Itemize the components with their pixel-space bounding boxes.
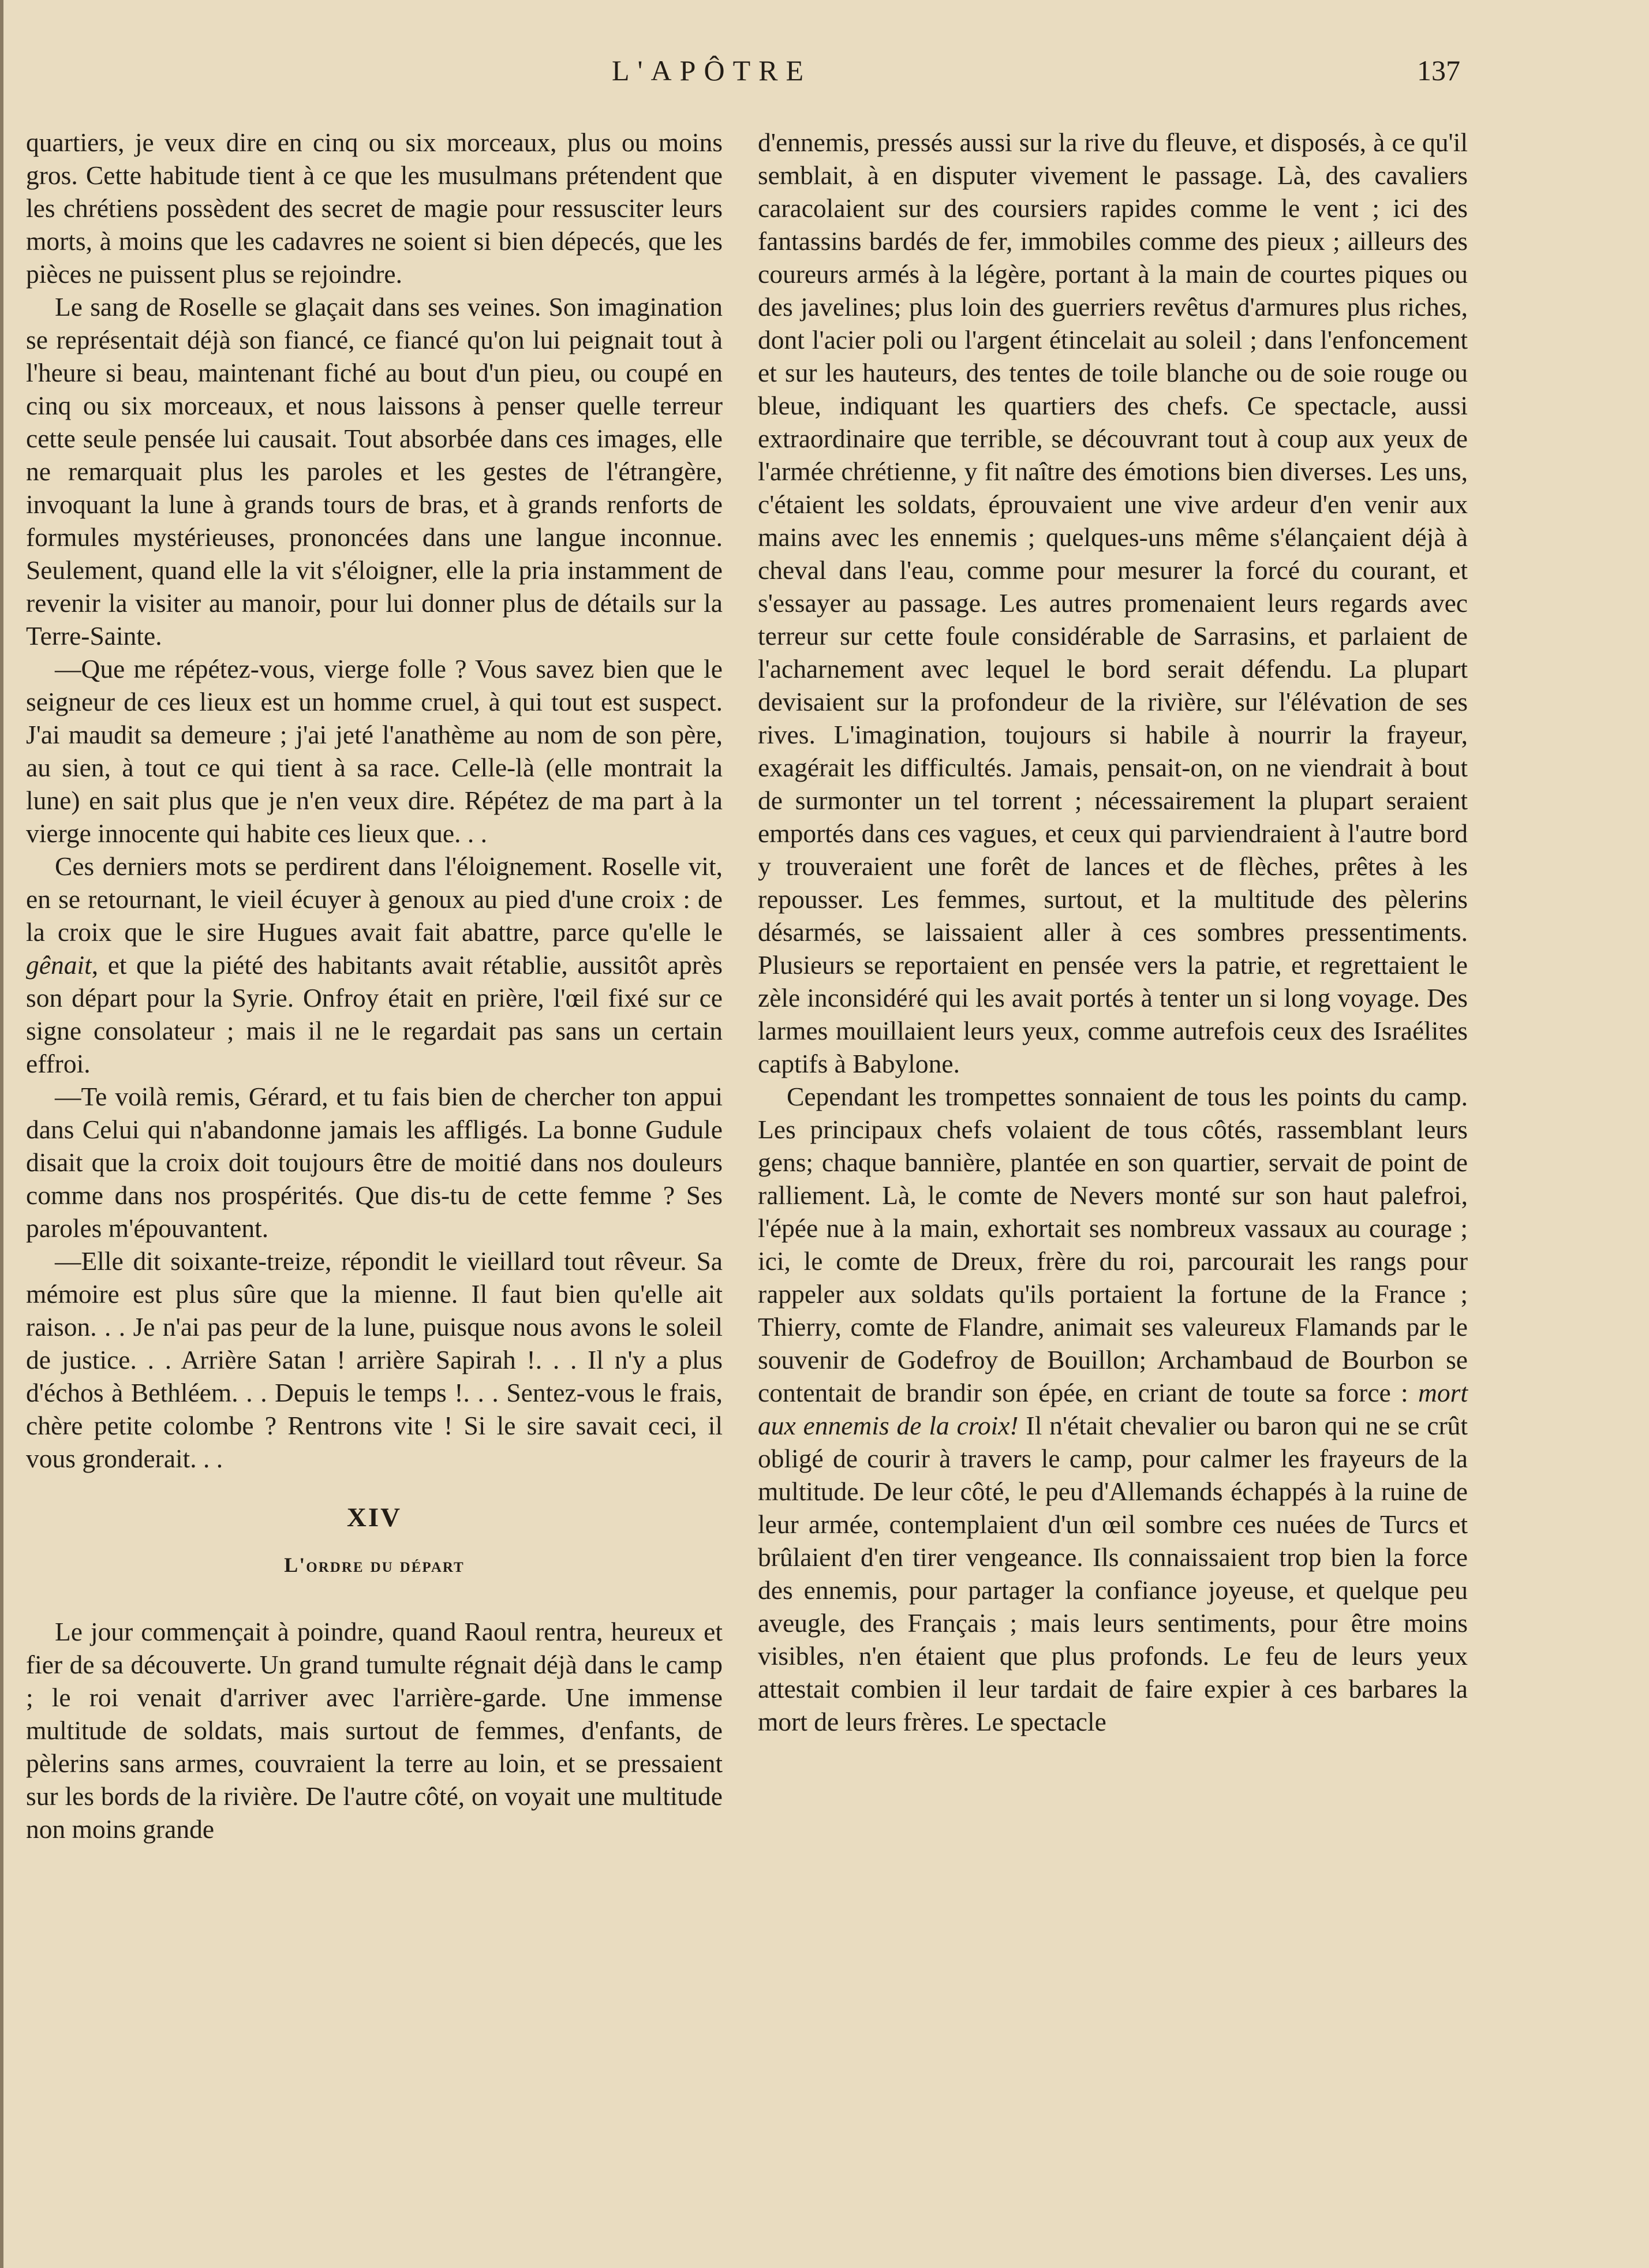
paragraph: —Te voilà remis, Gérard, et tu fais bien de chercher ton appui dans Celui qui n'abandonne jamais les affligés. La bonne Gudule disait que la croix doit toujours être de moitié dans nos douleurs comme dans nos prospérités. Que dis-tu de cette femme ? Ses paroles m'épouvantent. bbox=[26, 1082, 723, 1243]
chapter-number: XIV bbox=[346, 1503, 402, 1533]
paragraph-text: Ces derniers mots se perdirent dans l'éloignement. Roselle vit, en se retournant, le vieil écuyer à genoux au pied d'une croix : de la croix que le sire Hugues avait fait abattre, parce qu'elle le bbox=[26, 851, 723, 947]
page-number: 137 bbox=[1417, 54, 1460, 87]
paragraph: —Elle dit soixante-treize, répondit le vieillard tout rêveur. Sa mémoire est plus sûre que la mienne. Il faut bien qu'elle ait raison. . . Je n'ai pas peur de la lune, puisque nous avons le soleil de justice. . . Arrière Satan ! arrière Sapirah !. . . Il n'y a plus d'échos à Bethléem. . . Depuis le temps !. . . Sentez-vous le frais, chère petite colombe ? Rentrons vite ! Si le sire savait ceci, il vous gronderait. . . bbox=[26, 1246, 723, 1473]
page-binding-edge bbox=[0, 0, 3, 2268]
paragraph: —Que me répétez-vous, vierge folle ? Vous savez bien que le seigneur de ces lieux est un homme cruel, à qui tout est suspect. J'ai maudit sa demeure ; j'ai jeté l'anathème au nom de son père, au sien, à tout ce qui tient à sa race. Celle-là (elle montrait la lune) en sait plus que je n'en veux dire. Répétez de ma part à la vierge innocente qui habite ces lieux que. . . bbox=[26, 654, 723, 848]
paragraph bbox=[26, 850, 723, 1080]
paragraph: Le sang de Roselle se glaçait dans ses veines. Son imagination se représentait déjà son fiancé, ce fiancé qu'on lui peignait tout à l'heure si beau, maintenant fiché au bout d'un pieu, ou coupé en cinq ou six morceaux, et nous laissons à penser quelle terreur cette seule pensée lui causait. Tout absorbée dans ces images, elle ne remarquait plus les paroles et les gestes de l'étrangère, invoquant la lune à grands tours de bras, et à grands renforts de formules mystérieuses, prononcées dans une langue inconnue. Seulement, quand elle la vit s'éloigner, elle la pria instamment de revenir la visiter au manoir, pour lui donner plus de détails sur la Terre-Sainte. bbox=[26, 292, 723, 651]
right-text-column bbox=[758, 126, 1468, 1738]
paragraph-text: Cependant les trompettes sonnaient de tous les points du camp. Les principaux chefs volaient de tous côtés, rassemblant leurs gens; chaque bannière, plantée en son quartier, servait de point de ralliement. Là, le comte de Nevers monté sur son haut palefroi, l'épée nue à la main, exhortait ses nombreux vassaux au courage ; ici, le comte de Dreux, frère du roi, parcourait les rangs pour rappeler aux soldats qu'ils portaient la fortune de la France ; Thierry, comte de Flandre, animait ses valeureux Flamands par le souvenir de Godefroy de Bouillon; Archambaud de Bourbon se contentait de brandir son épée, en criant de toute sa force : bbox=[758, 1082, 1468, 1407]
paragraph bbox=[758, 1080, 1468, 1738]
italic-quote: mort aux ennemis de la croix! bbox=[758, 1378, 1468, 1440]
paragraph: d'ennemis, pressés aussi sur la rive du fleuve, et disposés, à ce qu'il semblait, à en disputer vivement le passage. Là, des cavaliers caracolaient sur des coursiers rapides comme le vent ; ici des fantassins bardés de fer, immobiles comme des pieux ; ailleurs des coureurs armés à la légère, portant à la main de courtes piques ou des javelines; plus loin des guerriers revêtus d'armures plus riches, dont l'acier poli ou l'argent étincelait au soleil ; dans l'enfoncement et sur les hauteurs, des tentes de toile blanche ou de soie rouge ou bleue, indiquant les quartiers des chefs. Ce spectacle, aussi extraordinaire que terrible, se découvrant tout à coup aux yeux de l'armée chrétienne, y fit naître des émotions bien diverses. Les uns, c'étaient les soldats, éprouvaient une vive ardeur d'en venir aux mains avec les ennemis ; quelques-uns même s'élançaient déjà à cheval dans l'eau, comme pour mesurer la forcé du courant, et s'essayer au passage. Les autres promenaient leurs regards avec terreur sur cette foule considérable de Sarrasins, et parlaient de l'acharnement avec lequel le bord serait défendu. La plupart devisaient sur la profondeur de la rivière, sur l'élévation de ses rives. L'imagination, toujours si habile à nourrir la frayeur, exagérait les difficultés. Jamais, pensait-on, on ne viendrait à bout de surmonter un tel torrent ; nécessairement la plupart seraient emportés dans ces vagues, et ceux qui parviendraient à l'autre bord y trouveraient une forêt de lances et de flèches, prêtes à les repousser. Les femmes, surtout, et la multitude des pèlerins désarmés, se laissaient aller à ces sombres pressentiments. Plusieurs se reportaient en pensée vers la patrie, et regrettaient le zèle inconsidéré qui les avait portés à tenter un si long voyage. Des larmes mouillaient leurs yeux, comme autrefois ceux des Israélites captifs à Babylone. bbox=[758, 128, 1468, 1078]
chapter-title: L'ordre du départ bbox=[284, 1553, 465, 1576]
paragraph-text: Il n'était chevalier ou baron qui ne se crût obligé de courir à travers le camp, pour calmer les frayeurs de la multitude. De leur côté, le peu d'Allemands échappés à la ruine de leur armée, contemplaient d'un œil sombre ces nuées de Turcs et brûlaient d'en tirer vengeance. Ils connaissaient trop bien la force des ennemis, pour partager la confiance joyeuse, et quelque peu aveugle, des Français ; mais leurs sentiments, pour être moins visibles, n'en étaient que plus profonds. Le feu de leurs yeux attestait combien il leur tardait de faire expier à ces barbares la mort de leurs frères. Le spectacle bbox=[758, 1411, 1468, 1736]
paragraph: Le jour commençait à poindre, quand Raoul rentra, heureux et fier de sa découverte. Un grand tumulte régnait déjà dans le camp ; le roi venait d'arriver avec l'arrière-garde. Une immense multitude de soldats, mais surtout de femmes, d'enfants, de pèlerins sans armes, couvraient la terre au loin, et se pressaient sur les bords de la rivière. De l'autre côté, on voyait une multitude non moins grande bbox=[26, 1617, 723, 1844]
running-title: L'APÔTRE bbox=[612, 54, 812, 87]
italic-word: gênait bbox=[26, 950, 92, 980]
paragraph: quartiers, je veux dire en cinq ou six morceaux, plus ou moins gros. Cette habitude tient à ce que les musulmans prétendent que les chrétiens possèdent des secret de magie pour ressusciter leurs morts, à moins que les cadavres ne soient si bien dépecés, que les pièces ne puissent plus se rejoindre. bbox=[26, 128, 723, 289]
left-text-column bbox=[26, 126, 723, 1845]
paragraph-text: , et que la piété des habitants avait rétablie, aussitôt après son départ pour la Syrie. Onfroy était en prière, l'œil fixé sur ce signe consolateur ; mais il ne le regardait pas sans un certain effroi. bbox=[26, 950, 723, 1078]
